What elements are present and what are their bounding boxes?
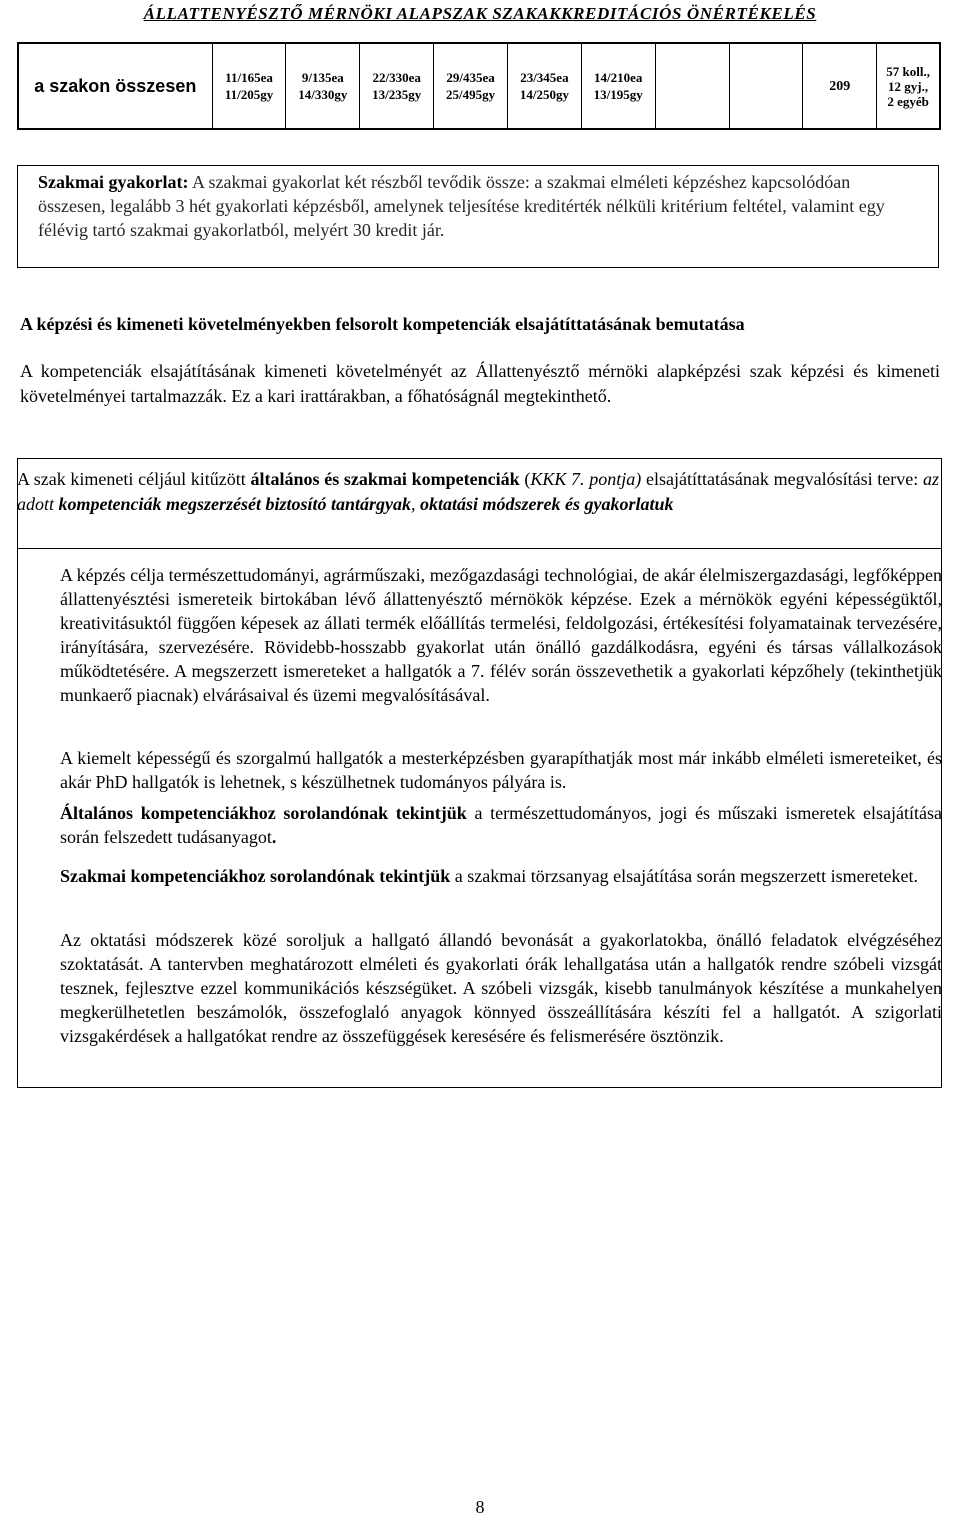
general-bold: Általános kompetenciákhoz sorolandónak tekintjük — [60, 803, 467, 823]
intro-italic: KKK 7. pontja) — [530, 469, 642, 489]
general-competency-paragraph — [60, 801, 942, 849]
page-number: 8 — [475, 1497, 485, 1517]
row-label: a szakon összesen — [18, 43, 212, 129]
cell-lectures: 9/135ea — [301, 70, 344, 85]
intro-italic: az adott — [17, 469, 940, 514]
practice-box — [17, 165, 939, 268]
exam-other: 2 egyéb — [887, 93, 929, 109]
goal-paragraph: A képzés célja természettudományi, agrárműszaki, mezőgazdasági technológiai, de akár élelmiszergazdasági, legfőképpen állattenyésztési ismereteik birtokában lévő állattenyésztő mérnökök képzése. Ezek a mérnökök egyéni képességüktől, kreativitásuktól függően képesek az állati termék előállítás termelési, feldolgozási, értékesítési folyamatainak tervezésére, irányítására, szervezésére. Rövidebb-hosszabb gyakorlat után önálló gazdálkodásra, egyéni és társas vállalkozások működtetésére. A megszerzett ismereteket a hallgatók a 7. félév során összevethetik a gyakorlati képzőhely (tekinthetjük munkaerő piacnak) elvárásaival és üzemi megvalósításával. — [60, 565, 942, 705]
intro-bold-italic: kompetenciák megszerzését biztosító tantárgyak — [58, 494, 412, 514]
prof-bold: Szakmai kompetenciákhoz sorolandónak tekintjük — [60, 866, 451, 886]
prof-text: a szakmai törzsanyag elsajátítása során megszerzett ismereteket. — [450, 866, 919, 886]
semester-cell-3 — [360, 43, 434, 129]
practice-text: A szakmai gyakorlat két részből tevődik össze: a szakmai elméleti képzéshez kapcsolódóan összesen, legalább 3 hét gyakorlati képzésből, amelynek teljesítése kreditérték nélküli kritérium feltétel, valamint egy félévig tartó szakmai gyakorlatból, melyért 30 kredit jár. — [38, 172, 885, 240]
intro-text: A szak kimeneti céljául kitűzött — [17, 469, 251, 489]
intro-italic: , — [411, 494, 421, 514]
general-text: a természettudományos, jogi és műszaki ismeretek elsajátítása során felszedett tudásanyagot — [60, 803, 942, 847]
section-heading: A képzési és kimeneti követelményekben felsorolt kompetenciák elsajátíttatásának bemutatása — [20, 314, 745, 334]
cell-lectures: 23/345ea — [520, 70, 569, 85]
competency-intro — [17, 467, 939, 517]
empty-cell — [729, 43, 803, 129]
intro-bold-italic: oktatási módszerek és gyakorlatuk — [420, 494, 674, 514]
exam-gyj: 12 gyj., — [888, 78, 929, 94]
cell-practice: 13/195gy — [593, 87, 643, 102]
intro-bold: általános és szakmai kompetenciák — [250, 469, 520, 489]
cell-practice: 11/205gy — [224, 87, 274, 102]
cell-practice: 25/495gy — [445, 87, 496, 102]
general-end: . — [271, 827, 277, 847]
cell-lectures: 22/330ea — [372, 70, 421, 85]
intro-text: elsajátíttatásának megvalósítási terve: — [641, 469, 923, 489]
empty-cell — [655, 43, 729, 129]
intro-text: ( — [519, 469, 531, 489]
divider — [17, 548, 942, 549]
cell-lectures: 11/165ea — [225, 70, 273, 85]
section-paragraph: A kompetenciák elsajátításának kimeneti követelményét az Állattenyésztő mérnöki alapképzési szak képzési és kimeneti követelményei tartalmazzák. Ez a kari irattárakban, a főhatóságnál megtekinthető. — [20, 361, 940, 406]
semester-cell-6 — [581, 43, 655, 129]
cell-practice: 13/235gy — [372, 87, 422, 102]
cell-lectures: 29/435ea — [446, 70, 495, 85]
cell-practice: 14/250gy — [519, 87, 569, 102]
semester-cell-1 — [212, 43, 286, 129]
professional-competency-paragraph — [60, 864, 942, 888]
exam-koll: 57 koll., — [886, 63, 930, 79]
total-credits-cell: 209 — [803, 43, 877, 129]
document-header: ÁLLATTENYÉSZTŐ MÉRNÖKI ALAPSZAK SZAKAKKREDITÁCIÓS ÖNÉRTÉKELÉS — [143, 4, 817, 23]
practice-label: Szakmai gyakorlat: — [38, 172, 189, 192]
semester-cell-5 — [507, 43, 581, 129]
summary-table — [17, 42, 941, 130]
methods-paragraph: Az oktatási módszerek közé soroljuk a hallgató állandó bevonását a gyakorlatokba, önálló feladatok elvégzéséhez szoktatását. A tantervben meghatározott elméleti és gyakorlati órák lehallgatása után a hallgatók rendre szóbeli vizsgát tesznek, fejlesztve ezzel kommunikációs készségüket. A szóbeli vizsgák, kisebb tanulmányok készítése a munkahelyen megkerülhetetlen beszámolók, összefoglaló anyagok könnyed összeállítására készíti fel a hallgatót. A szigorlati vizsgakérdések a hallgatókat rendre az összefüggések keresésére és felismerésére ösztönzik. — [60, 930, 942, 1046]
exam-types-cell — [877, 43, 940, 129]
table-row — [18, 43, 940, 129]
semester-cell-4 — [434, 43, 508, 129]
cell-practice: 14/330gy — [298, 87, 348, 102]
talented-paragraph: A kiemelt képességű és szorgalmú hallgatók a mesterképzésben gyarapíthatják most már inkább elméleti ismereteiket, és akár PhD hallgatók is lehetnek, s készülhetnek tudományos pályára is. — [60, 748, 942, 792]
cell-lectures: 14/210ea — [594, 70, 643, 85]
semester-cell-2 — [286, 43, 360, 129]
